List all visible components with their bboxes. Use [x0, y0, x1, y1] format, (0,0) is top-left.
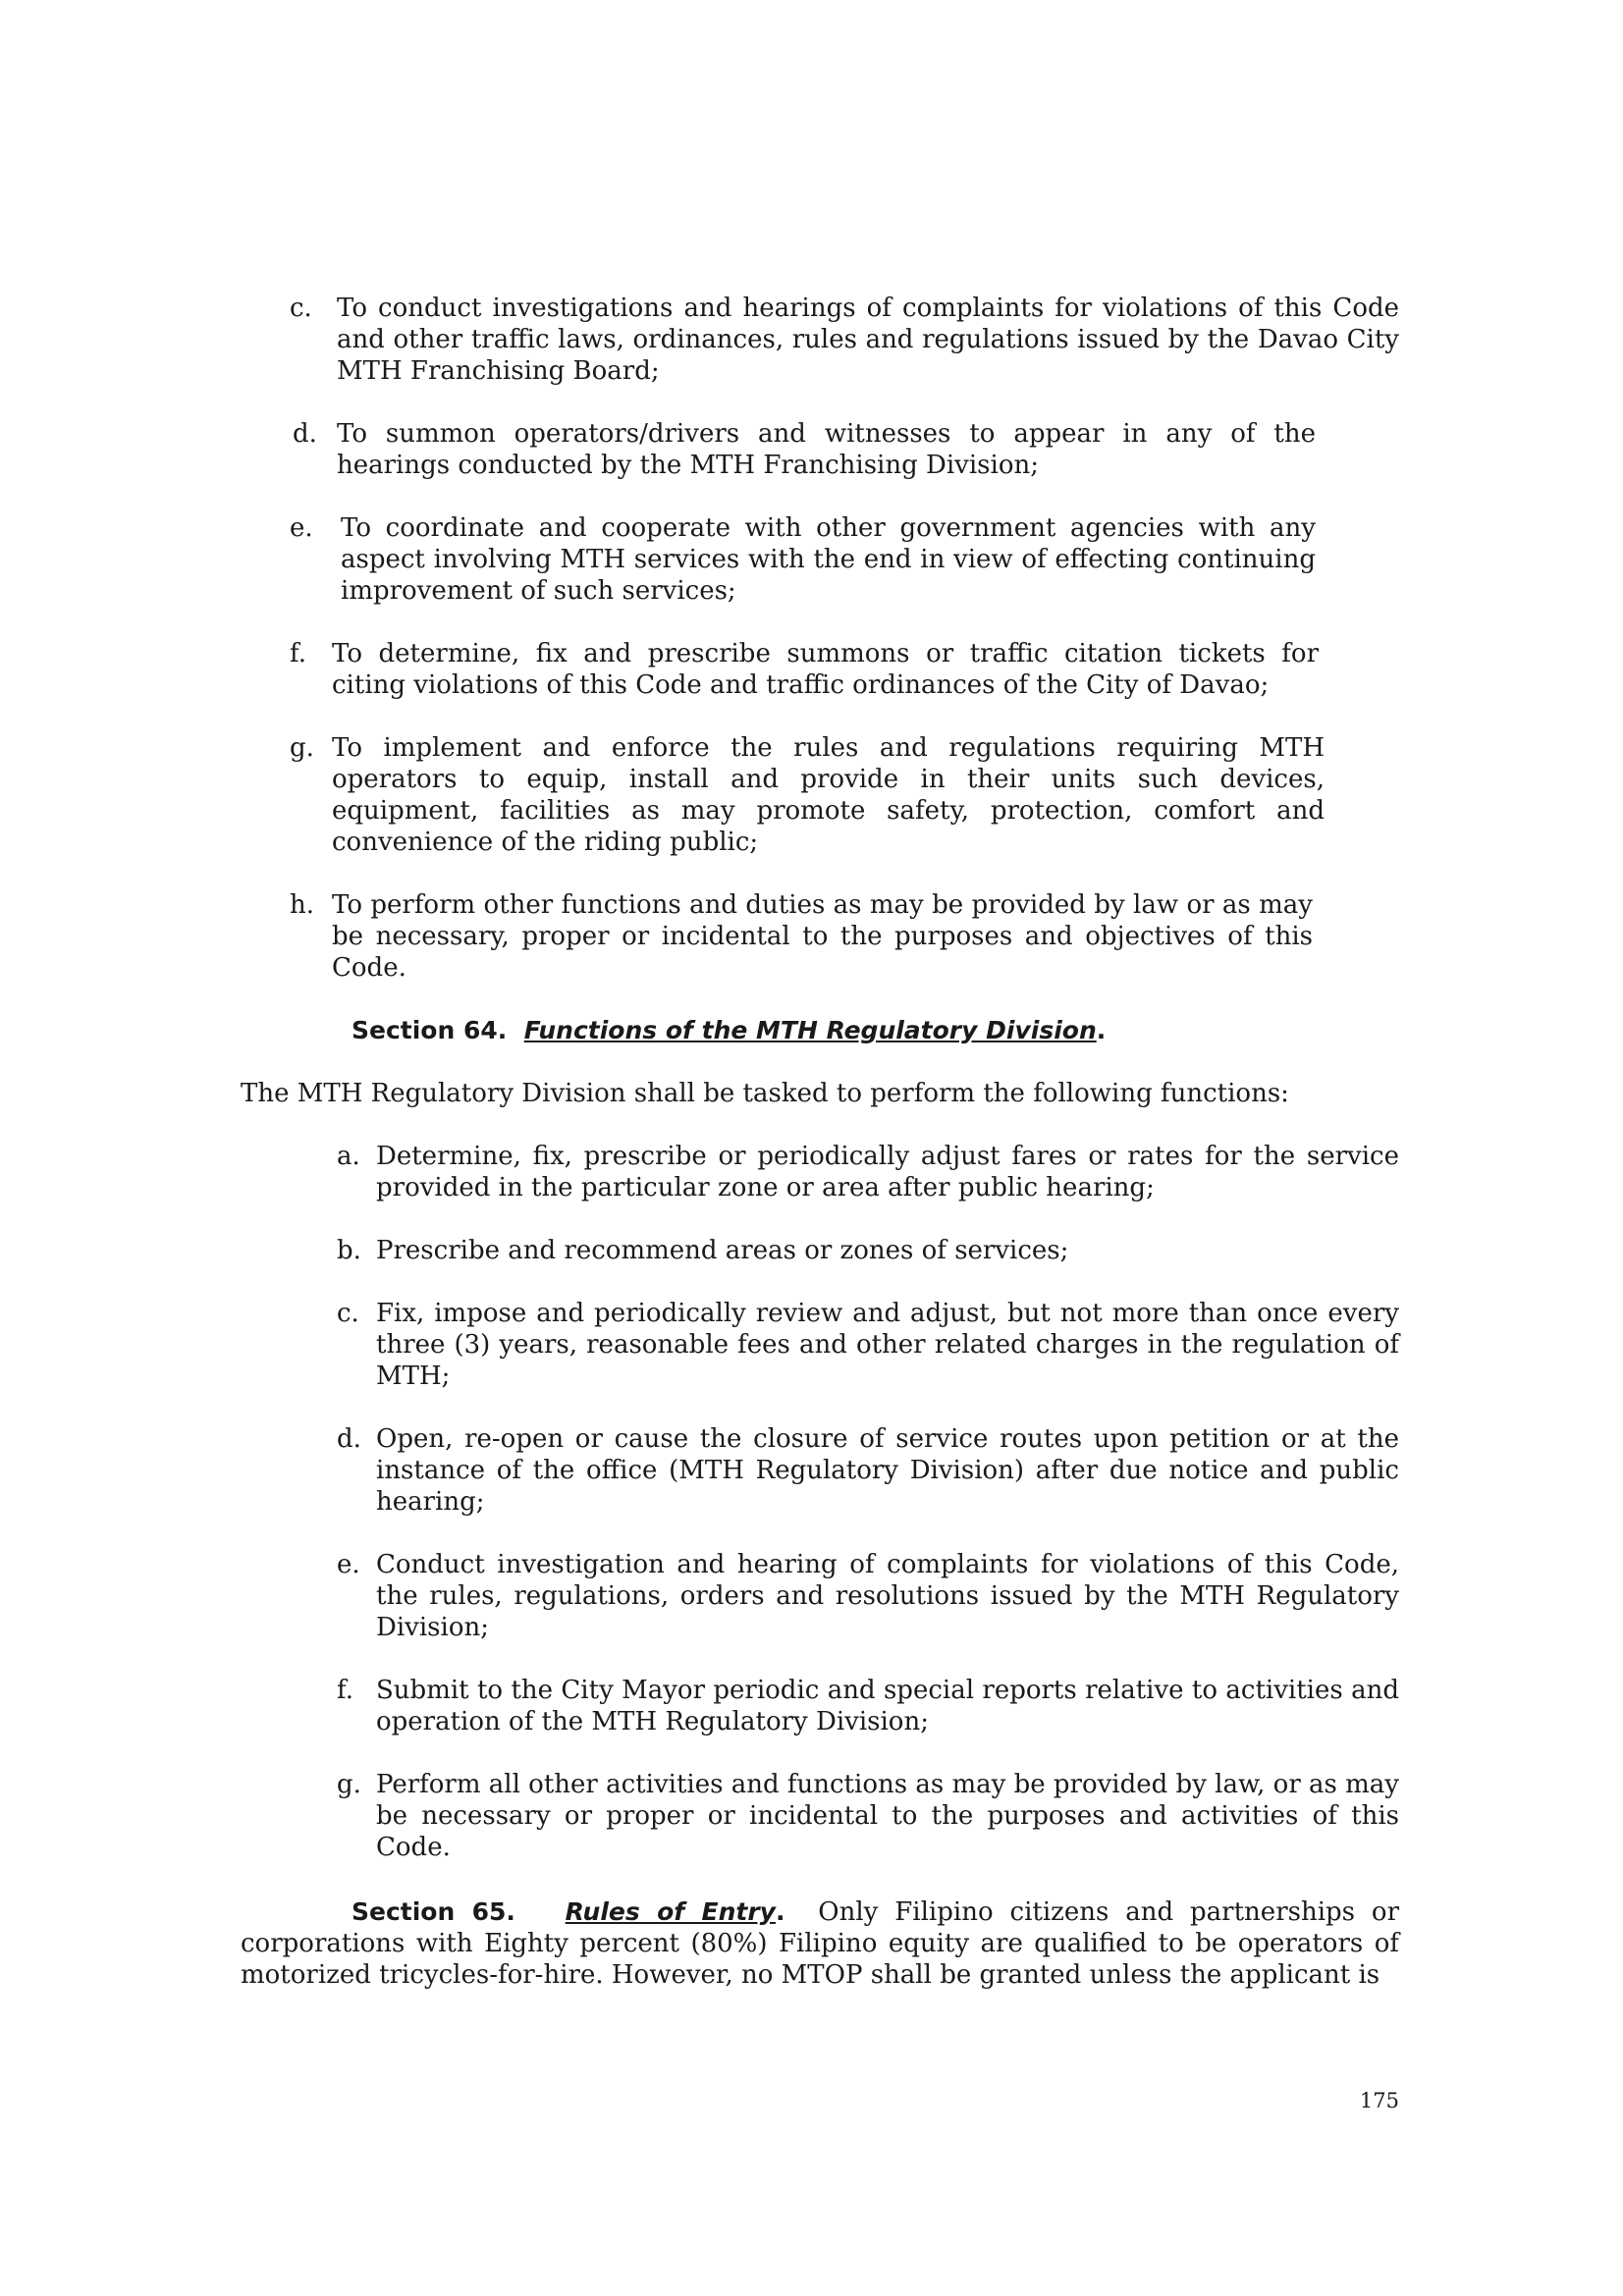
list-item-text: To coordinate and cooperate with other government agencies with any aspect involving MTH services with the end in view of effecting continuing improvement of such services;: [341, 513, 1316, 606]
list-item: [337, 1769, 1399, 1863]
section-65-text: Only Filipino citizens and partnerships or corporations with Eighty percent (80%) Filipino equity are qualified to be operators of motorized tricycles-for-hire. However, no MTOP shall be granted unless the applicant is: [241, 1897, 1400, 1990]
list-item: [290, 732, 1325, 858]
list-marker: c.: [337, 1299, 359, 1328]
list-item: [290, 293, 1399, 387]
section-65-paragraph: [241, 1896, 1399, 1991]
list-marker: c.: [290, 294, 312, 323]
section-title: Rules of Entry: [565, 1897, 776, 1926]
list-item: [337, 1298, 1399, 1392]
list-item-text: Prescribe and recommend areas or zones of services;: [376, 1236, 1069, 1265]
page-number: 175: [1359, 2089, 1399, 2112]
section-64-intro: The MTH Regulatory Division shall be tasked to perform the following functions:: [241, 1079, 1289, 1108]
list-marker: a.: [337, 1142, 360, 1171]
list-item-text: To perform other functions and duties as may be provided by law or as may be necessary, proper or incidental to the purposes and objectives of this Code.: [332, 890, 1313, 983]
list-item-text: Determine, fix, prescribe or periodically adjust fares or rates for the service provided in the particular zone or area after public hearing;: [376, 1142, 1399, 1202]
list-item: [337, 1675, 1399, 1737]
list-item: [337, 1141, 1399, 1203]
section-label: Section 65.: [352, 1897, 515, 1926]
list-marker: g.: [290, 733, 314, 763]
list-item-text: Submit to the City Mayor periodic and special reports relative to activities and operation of the MTH Regulatory Division;: [376, 1676, 1399, 1736]
list-item-text: Open, re-open or cause the closure of service routes upon petition or at the instance of the office (MTH Regulatory Division) after due notice and public hearing;: [376, 1424, 1399, 1517]
list-item: [293, 418, 1316, 481]
list-item: [290, 512, 1316, 607]
list-item-text: To conduct investigations and hearings of complaints for violations of this Code and other traffic laws, ordinances, rules and regulations issued by the Davao City MTH Franchising Board;: [337, 294, 1399, 386]
list-marker: h.: [290, 890, 315, 920]
list-item-text: Fix, impose and periodically review and adjust, but not more than once every three (3) years, reasonable fees and other related charges in the regulation of MTH;: [376, 1299, 1399, 1391]
list-item: [290, 638, 1319, 701]
list-marker: b.: [337, 1236, 361, 1265]
list-marker: e.: [337, 1550, 360, 1579]
list-item-text: To implement and enforce the rules and regulations requiring MTH operators to equip, install and provide in their units such devices, equipment, facilities as may promote safety, protection, comfort and convenience of the riding public;: [332, 733, 1325, 857]
list-item: [337, 1549, 1399, 1643]
list-item-text: To determine, fix and prescribe summons or traffic citation tickets for citing violations of this Code and traffic ordinances of the City of Davao;: [332, 639, 1319, 700]
list-marker: f.: [337, 1676, 353, 1705]
list-item: [337, 1235, 1399, 1266]
list-marker: e.: [290, 513, 313, 543]
list-item-text: To summon operators/drivers and witnesses to appear in any of the hearings conducted by the MTH Franchising Division;: [337, 419, 1316, 480]
list-item-text: Perform all other activities and functions as may be provided by law, or as may be necessary or proper or incidental to the purposes and activities of this Code.: [376, 1770, 1399, 1862]
section-title-end: .: [1096, 1016, 1107, 1044]
list-marker: d.: [337, 1424, 361, 1454]
section-title: Functions of the MTH Regulatory Division: [523, 1016, 1097, 1044]
list-item: [337, 1423, 1399, 1518]
section-title-end: .: [775, 1897, 785, 1926]
section-label: Section 64.: [352, 1016, 508, 1044]
section-64-heading: [352, 1015, 1106, 1046]
list-item: [290, 889, 1313, 984]
list-item-text: Conduct investigation and hearing of complaints for violations of this Code, the rules, regulations, orders and resolutions issued by the MTH Regulatory Division;: [376, 1550, 1399, 1642]
list-marker: f.: [290, 639, 306, 668]
list-marker: g.: [337, 1770, 361, 1799]
list-marker: d.: [293, 419, 317, 449]
